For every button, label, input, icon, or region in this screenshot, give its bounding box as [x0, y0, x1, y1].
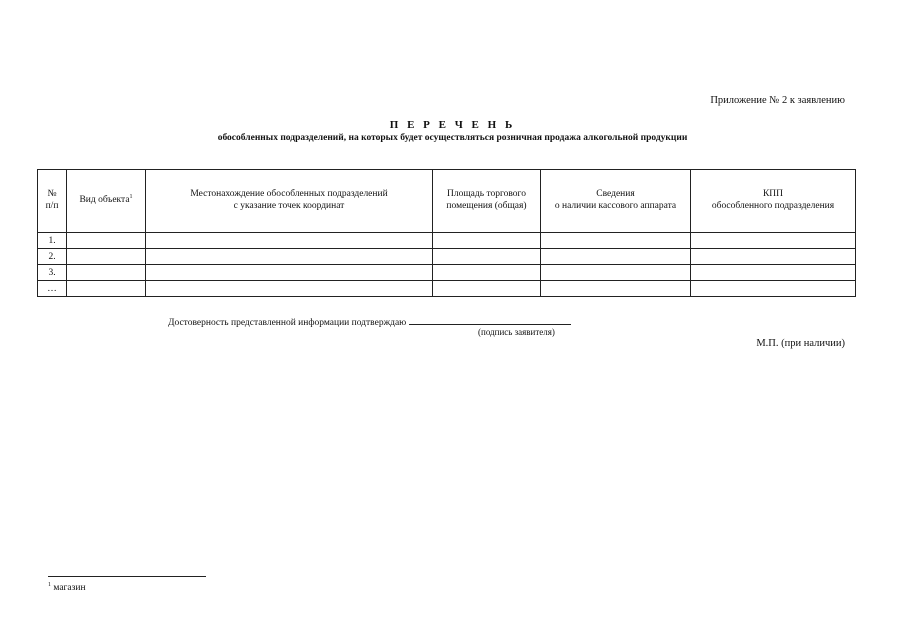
cell-location[interactable] [146, 233, 433, 249]
header-area-line2: помещения (общая) [446, 201, 527, 211]
header-num [38, 170, 67, 233]
cell-cash-register[interactable] [541, 265, 691, 281]
row-number: … [38, 281, 67, 297]
stamp-label: М.П. (при наличии) [756, 338, 845, 349]
header-type [67, 170, 146, 233]
table-row [38, 249, 856, 265]
header-area [433, 170, 541, 233]
row-number: 2. [38, 249, 67, 265]
table-row [38, 281, 856, 297]
header-kpp-line2: обособленного подразделения [711, 201, 835, 211]
cell-area[interactable] [433, 281, 541, 297]
cell-area[interactable] [433, 265, 541, 281]
cell-area[interactable] [433, 249, 541, 265]
signature-line[interactable] [409, 314, 571, 325]
cell-location[interactable] [146, 265, 433, 281]
footnote-number: 1 [48, 582, 51, 588]
cell-kpp[interactable] [691, 249, 856, 265]
cell-location[interactable] [146, 281, 433, 297]
header-num-line2: п/п [45, 201, 59, 211]
cell-type[interactable] [67, 265, 146, 281]
table-row [38, 265, 856, 281]
cell-cash-register[interactable] [541, 281, 691, 297]
table-header-row [38, 170, 856, 233]
cell-kpp[interactable] [691, 233, 856, 249]
signature-label: (подпись заявителя) [478, 327, 555, 337]
row-number: 1. [38, 233, 67, 249]
cell-type[interactable] [67, 281, 146, 297]
document-title: П Е Р Е Ч Е Н Ь [389, 119, 516, 131]
cell-cash-register[interactable] [541, 233, 691, 249]
cell-type[interactable] [67, 233, 146, 249]
header-cash-register [541, 170, 691, 233]
confirmation-statement [168, 314, 571, 328]
row-number: 3. [38, 265, 67, 281]
footnote-marker: 1 [129, 194, 133, 201]
header-location-line2: с указание точек координат [233, 201, 345, 211]
header-cash-line2: о наличии кассового аппарата [554, 201, 677, 211]
footnote [48, 582, 86, 593]
header-kpp [691, 170, 856, 233]
header-type-label: Вид объекта [79, 195, 130, 206]
header-area-line1: Площадь торгового [447, 189, 526, 200]
header-location-line1: Местонахождение обособленных подразделений [190, 189, 388, 200]
annex-label: Приложение № 2 к заявлению [710, 95, 845, 106]
cell-kpp[interactable] [691, 281, 856, 297]
cell-cash-register[interactable] [541, 249, 691, 265]
confirmation-text: Достоверность представленной информации подтверждаю [168, 318, 407, 328]
subdivisions-table [37, 169, 856, 297]
cell-kpp[interactable] [691, 265, 856, 281]
header-cash-line1: Сведения [596, 189, 635, 200]
document-subtitle: обособленных подразделений, на которых будет осуществляться розничная продажа алкогольной продукции [217, 133, 688, 143]
table-row [38, 233, 856, 249]
header-kpp-line1: КПП [762, 189, 784, 200]
header-num-line1: № [47, 189, 57, 200]
footnote-divider [48, 576, 206, 577]
header-location [146, 170, 433, 233]
cell-type[interactable] [67, 249, 146, 265]
cell-location[interactable] [146, 249, 433, 265]
footnote-text: магазин [53, 583, 86, 594]
cell-area[interactable] [433, 233, 541, 249]
